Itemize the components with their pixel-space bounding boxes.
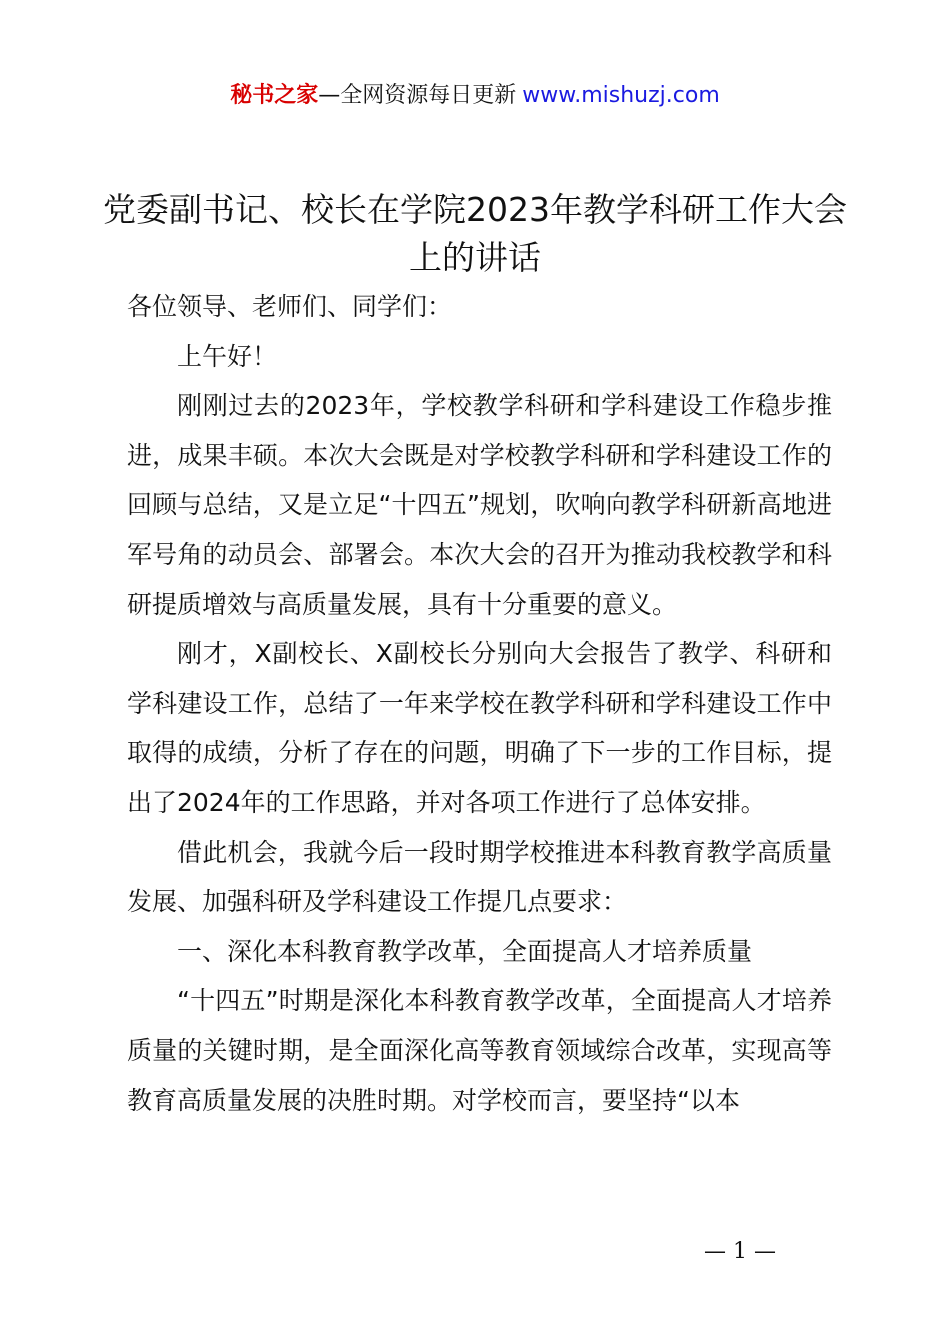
header-slogan: —全网资源每日更新 xyxy=(318,83,517,108)
document-body xyxy=(127,282,832,1125)
body-paragraph: 上午好！ xyxy=(177,341,278,371)
document-title: 党委副书记、校长在学院2023年教学科研工作大会上的讲话 xyxy=(103,190,847,277)
body-paragraph: 借此机会，我就今后一段时期学校推进本科教育教学高质量发展、加强科研及学科建设工作提几点要求： xyxy=(127,837,832,917)
page-number: — 1 — xyxy=(704,1239,776,1264)
site-url-link[interactable]: www.mishuzj.com xyxy=(522,83,720,108)
salutation: 各位领导、老师们、同学们： xyxy=(127,292,453,321)
site-header xyxy=(0,80,950,112)
body-paragraph: 刚刚过去的2023年，学校教学科研和学科建设工作稳步推进，成果丰硕。本次大会既是对学校教学科研和学科建设工作的回顾与总结，又是立足“十四五”规划，吹响向教学科研新高地进军号角的动员会、部署会。本次大会的召开为推动我校教学和科研提质增效与高质量发展，具有十分重要的意义。 xyxy=(127,391,832,619)
section-heading: 一、深化本科教育教学改革，全面提高人才培养质量 xyxy=(177,936,753,966)
body-paragraph: 刚才，X副校长、X副校长分别向大会报告了教学、科研和学科建设工作，总结了一年来学校在教学科研和学科建设工作中取得的成绩，分析了存在的问题，明确了下一步的工作目标，提出了2024年的工作思路，并对各项工作进行了总体安排。 xyxy=(127,639,832,817)
brand-name: 秘书之家 xyxy=(230,83,319,108)
body-paragraph: “十四五”时期是深化本科教育教学改革，全面提高人才培养质量的关键时期，是全面深化高等教育领域综合改革，实现高等教育高质量发展的决胜时期。对学校而言，要坚持“以本 xyxy=(127,986,832,1115)
